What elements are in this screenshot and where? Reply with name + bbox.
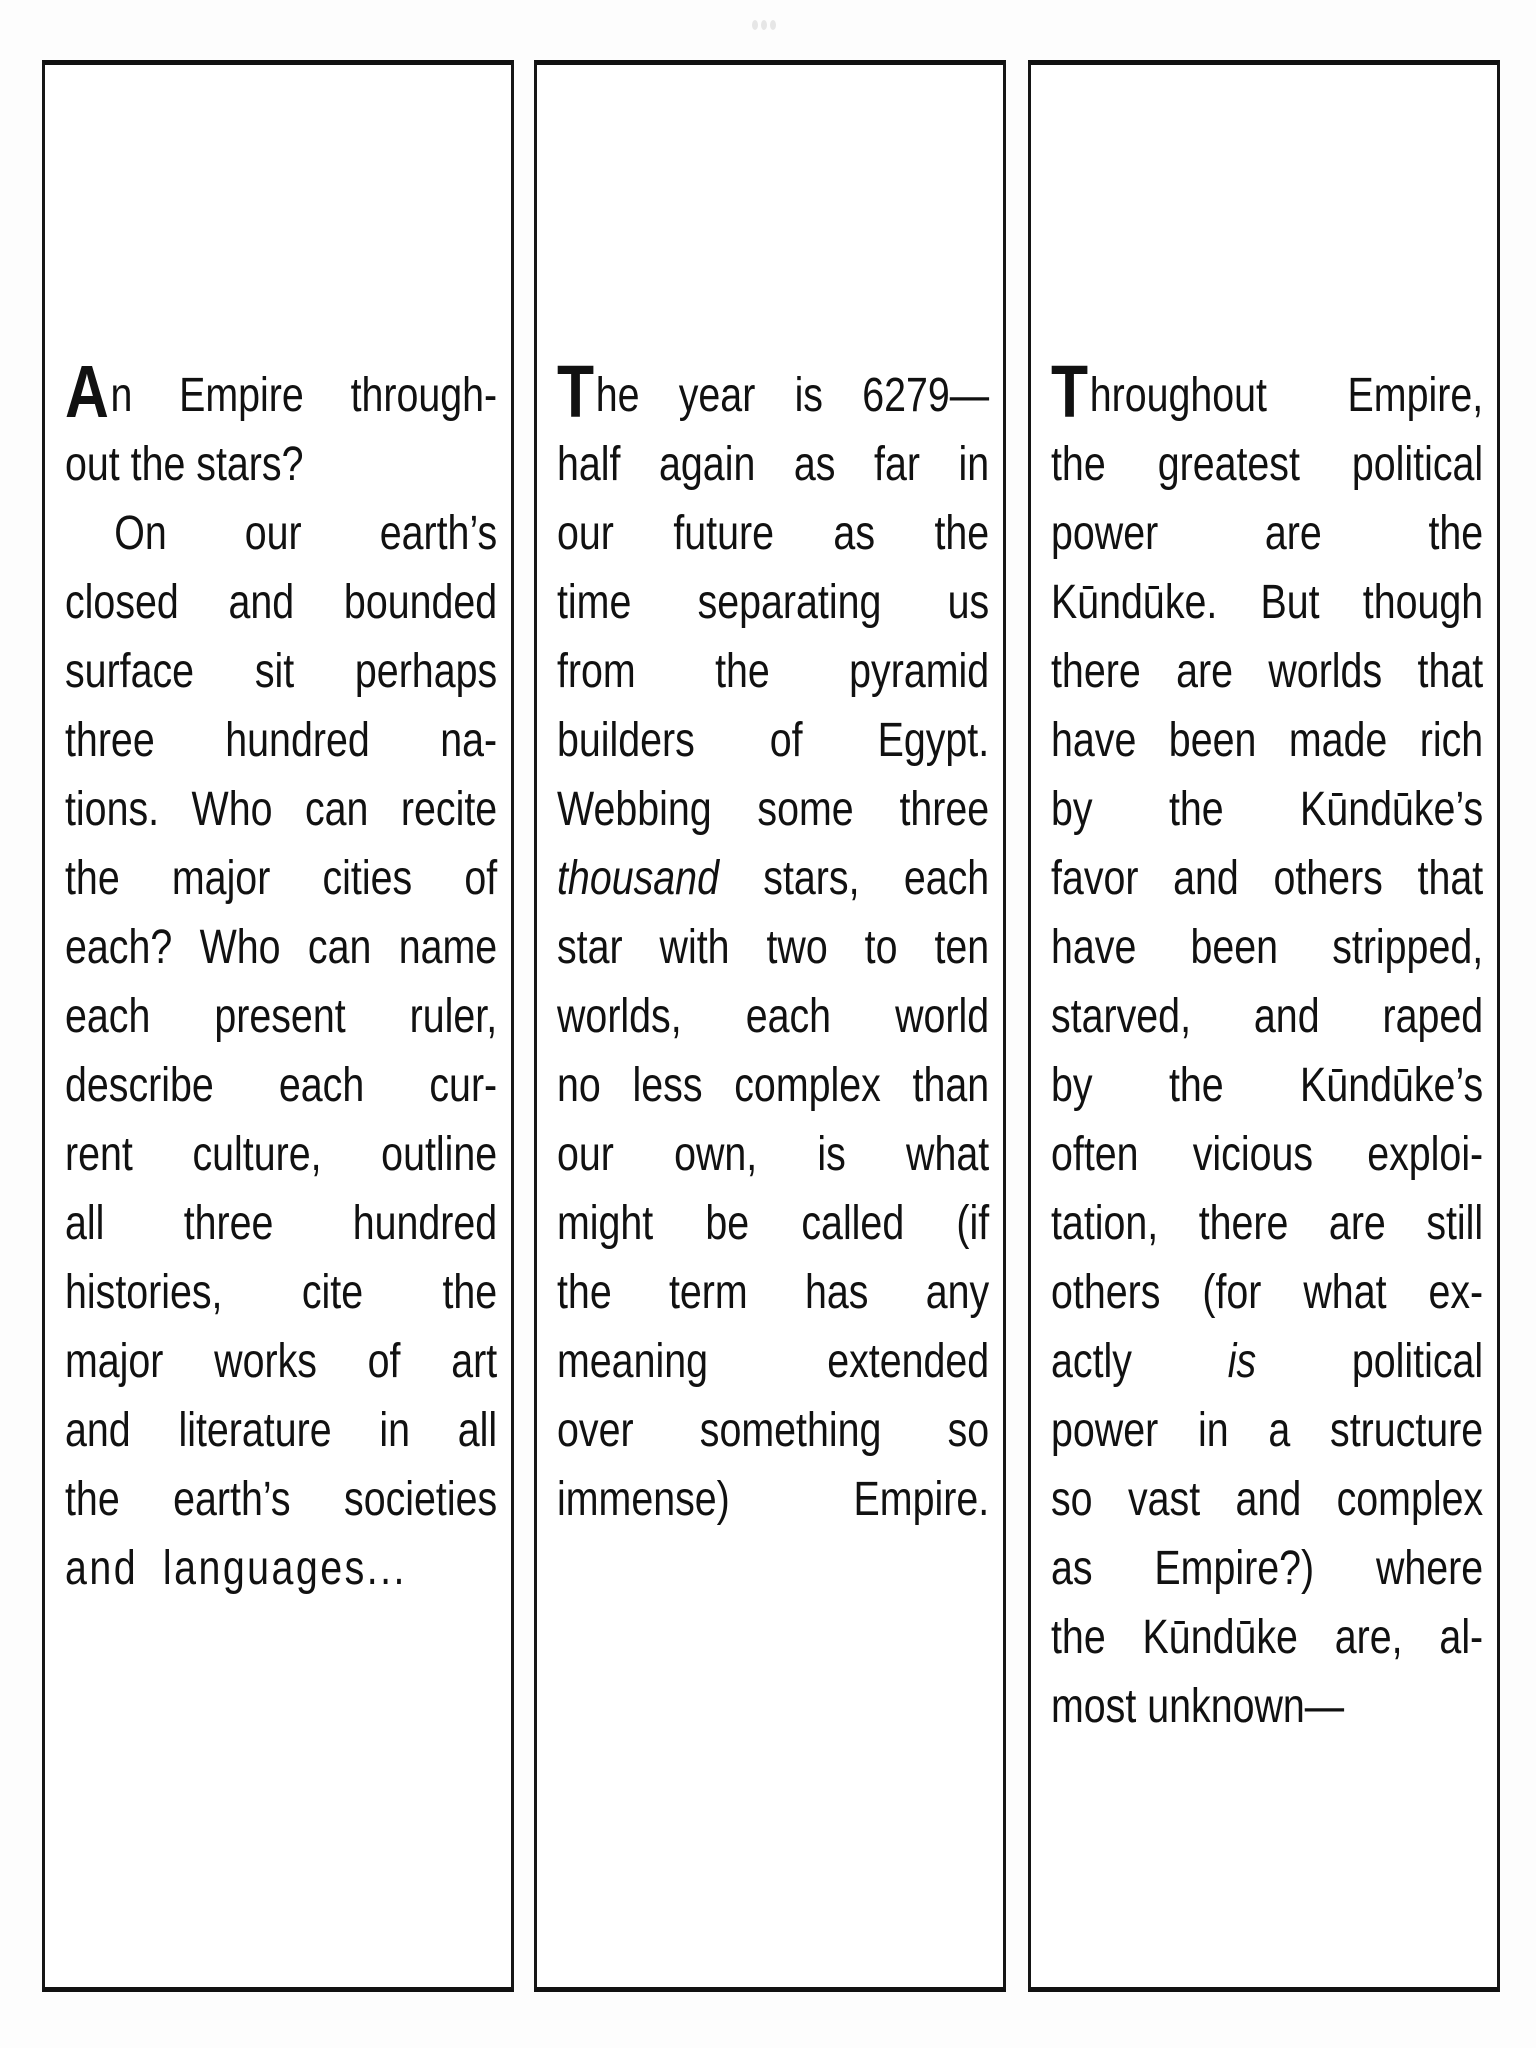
text-line: actly is political [1051,1335,1484,1388]
text-line: have been made rich [1051,714,1484,767]
text-line: the Kūndūke are, al- [1051,1611,1484,1664]
panel-3-text [1051,350,1484,1741]
text-line: the term has any [557,1266,990,1319]
text-line: An Empire through- [65,350,498,433]
text-line: immense) Empire. [557,1473,990,1526]
text-line: describe each cur- [65,1059,498,1112]
text-line: closed and bounded [65,576,498,629]
text-line: three hundred na- [65,714,498,767]
text-panel-1 [42,60,514,1992]
text-line: most unknown— [1051,1680,1345,1733]
emphasis: is [1227,1335,1257,1388]
text-line: starved, and raped [1051,990,1484,1043]
text-line: power are the [1051,507,1484,560]
page-marker-dot [770,20,776,30]
text-line: major works of art [65,1335,498,1388]
text-line: Webbing some three [557,783,990,836]
text-line: favor and others that [1051,852,1484,905]
emphasis: thousand [557,852,719,905]
text-line: The year is 6279— [557,350,990,433]
text-line: surface sit perhaps [65,645,498,698]
text-line: the earth’s societies [65,1473,498,1526]
text-line: over something so [557,1404,990,1457]
text-panel-3 [1028,60,1500,1992]
panel-1-text [65,350,498,1603]
text-line: meaning extended [557,1335,990,1388]
text-line: our future as the [557,507,990,560]
text-line: all three hundred [65,1197,498,1250]
page-marker-dot [752,20,758,30]
text-line: have been stripped, [1051,921,1484,974]
text-line: each? Who can name [65,921,498,974]
text-line: from the pyramid [557,645,990,698]
text-line: and literature in all [65,1404,498,1457]
text-line: Kūndūke. But though [1051,576,1484,629]
text-line: often vicious exploi- [1051,1128,1484,1181]
panel-2-text [557,350,990,1534]
text-line: builders of Egypt. [557,714,990,767]
text-line: thousand stars, each [557,852,990,905]
text-line: our own, is what [557,1128,990,1181]
drop-cap: T [557,350,595,433]
text-line: histories, cite the [65,1266,498,1319]
drop-cap: T [1051,350,1089,433]
text-line: the greatest political [1051,438,1484,491]
text-line: power in a structure [1051,1404,1484,1457]
text-line: and languages... [65,1542,407,1595]
text-line: Throughout Empire, [1051,350,1484,433]
text-line: worlds, each world [557,990,990,1043]
page-marker-dot [761,20,767,30]
text-line: out the stars? [65,438,304,491]
text-line: rent culture, outline [65,1128,498,1181]
text-line: star with two to ten [557,921,990,974]
text-line: as Empire?) where [1051,1542,1484,1595]
text-line: each present ruler, [65,990,498,1043]
text-line: might be called (if [557,1197,990,1250]
text-line: half again as far in [557,438,990,491]
text-panel-2 [534,60,1006,1992]
text-line: by the Kūndūke’s [1051,783,1484,836]
text-line: tation, there are still [1051,1197,1484,1250]
text-line: time separating us [557,576,990,629]
text-line: so vast and complex [1051,1473,1484,1526]
text-line: by the Kūndūke’s [1051,1059,1484,1112]
text-line: tions. Who can recite [65,783,498,836]
text-line: the major cities of [65,852,498,905]
text-line: no less complex than [557,1059,990,1112]
text-line: there are worlds that [1051,645,1484,698]
page-marker [752,20,776,30]
text-line: On our earth’s [114,507,498,560]
text-line: others (for what ex- [1051,1266,1484,1319]
drop-cap: A [65,350,109,433]
